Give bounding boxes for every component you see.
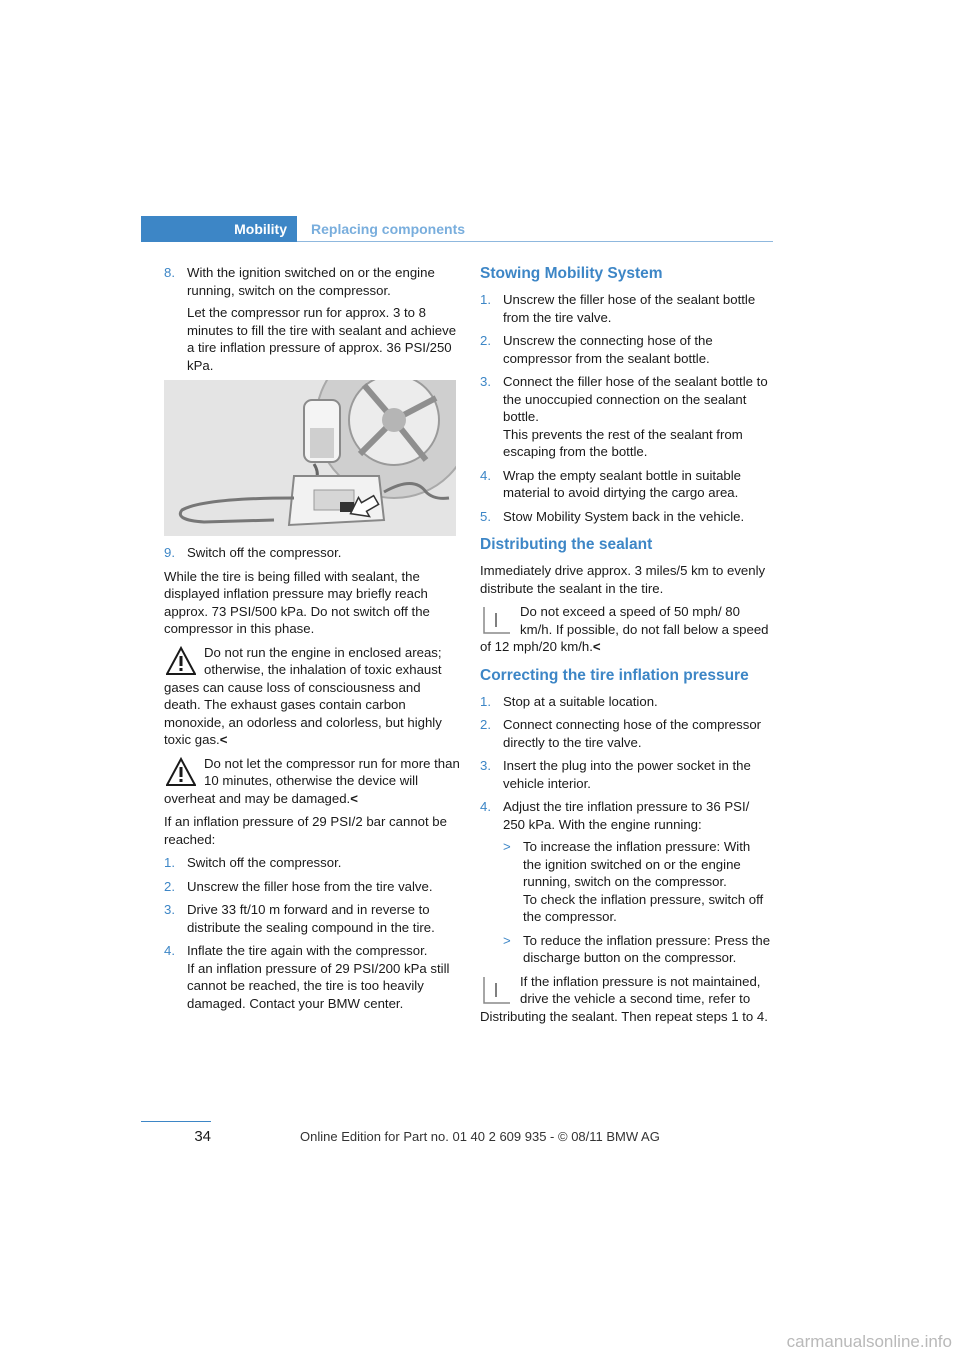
step-2 — [164, 878, 460, 896]
step-text: Insert the plug into the power socket in the vehicle interior. — [503, 758, 751, 791]
chapter-title: Mobility — [234, 221, 287, 237]
warning-icon — [166, 646, 196, 676]
step-text: Unscrew the filler hose of the sealant bottle from the tire valve. — [503, 292, 756, 325]
section-heading: Correcting the tire inflation pressure — [480, 666, 749, 684]
header-divider — [297, 241, 773, 242]
warning-icon — [166, 757, 196, 787]
step-number: 1. — [164, 855, 175, 870]
step-text: Switch off the compressor. — [187, 855, 342, 870]
step-number: 2. — [480, 717, 491, 732]
step-2 — [480, 716, 772, 751]
step-1 — [480, 291, 772, 326]
warning-note — [164, 644, 460, 749]
step-4 — [164, 942, 460, 1012]
note-text: If the inflation pressure is not maintained, drive the vehicle a second time, refer to Distributing the sealant. Then repeat steps 1 to 4. — [480, 973, 768, 1024]
step-text: Wrap the empty sealant bottle in suitable material to avoid dirtying the cargo area. — [503, 467, 741, 500]
step-4 — [480, 798, 772, 967]
step-text: Stow Mobility System back in the vehicle. — [503, 508, 745, 524]
paragraph: If an inflation pressure of 29 PSI/2 bar cannot be reached: — [164, 814, 447, 847]
note-text: Do not exceed a speed of 50 mph/ 80 km/h. If possible, do not fall below a speed of 12 mph/20 km/h. — [480, 604, 769, 654]
step-number: 3. — [480, 758, 491, 773]
sub-marker: > — [503, 839, 511, 854]
warning-note — [164, 755, 460, 808]
step-detail: This prevents the rest of the sealant from escaping from the bottle. — [503, 426, 743, 459]
info-note — [480, 603, 772, 656]
step-3 — [164, 901, 460, 936]
warning-text: Do not let the compressor run for more than 10 minutes, otherwise the device will overheat and may be damaged. — [164, 755, 460, 806]
sub-detail: To check the inflation pressure, switch off the compressor. — [523, 891, 764, 924]
end-mark: < — [592, 639, 601, 654]
step-number: 4. — [480, 467, 491, 483]
step-number: 9. — [164, 545, 175, 560]
step-number: 8. — [164, 265, 175, 280]
end-mark: < — [350, 790, 358, 806]
step-text: Switch off the compressor. — [187, 545, 342, 560]
sub-text: To reduce the inflation pressure: Press the discharge button on the compressor. — [523, 932, 771, 965]
end-mark: < — [219, 732, 228, 747]
step-detail: Let the compressor run for approx. 3 to 8 minutes to fill the tire with sealant and achieve a tire inflation pressure of approx. 36 PSI/250 kPa. — [187, 305, 457, 373]
sub-item — [503, 838, 772, 926]
step-number: 3. — [480, 374, 491, 389]
left-column — [164, 264, 460, 1018]
step-9 — [164, 544, 460, 562]
sub-item — [503, 932, 772, 967]
note-icon — [482, 605, 512, 635]
step-text: Drive 33 ft/10 m forward and in reverse to distribute the sealing compound in the tire. — [187, 902, 435, 935]
step-number: 4. — [480, 799, 491, 814]
step-text: Unscrew the connecting hose of the compressor from the sealant bottle. — [503, 333, 713, 366]
step-detail: If an inflation pressure of 29 PSI/200 kPa still cannot be reached, the tire is too heavily damaged. Contact your BMW center. — [187, 960, 450, 1011]
page-header — [141, 216, 773, 242]
step-5 — [480, 508, 772, 526]
step-number: 4. — [164, 943, 175, 958]
step-3 — [480, 757, 772, 792]
step-text: With the ignition switched on or the engine running, switch on the compressor. — [187, 265, 435, 298]
step-text: Inflate the tire again with the compressor. — [187, 943, 428, 958]
step-3 — [480, 373, 772, 461]
step-number: 3. — [164, 902, 175, 917]
step-2 — [480, 332, 772, 367]
chapter-tab — [141, 216, 297, 242]
step-8 — [164, 264, 460, 374]
step-1 — [480, 693, 772, 711]
step-text: Connect the filler hose of the sealant bottle to the unoccupied connection on the sealant bottle. — [503, 374, 768, 424]
compressor-photo — [164, 380, 456, 536]
step-text: Unscrew the filler hose from the tire valve. — [187, 878, 433, 894]
step-text: Stop at a suitable location. — [503, 693, 658, 709]
section-title: Replacing components — [311, 221, 466, 237]
step-number: 1. — [480, 693, 491, 709]
section-heading: Distributing the sealant — [480, 536, 653, 553]
footer-divider — [141, 1121, 211, 1122]
watermark: carmanualsonline.info — [786, 1332, 952, 1351]
step-4 — [480, 467, 772, 502]
step-number: 5. — [480, 508, 491, 524]
right-column — [480, 264, 772, 1031]
info-note — [480, 973, 772, 1026]
sub-marker: > — [503, 932, 511, 948]
warning-text: Do not run the engine in enclosed areas; otherwise, the inhalation of toxic exhaust gases can cause loss of consciousness and death. The exhaust gases contain carbon monoxide, an odorless and colorless, but highly toxic gas. — [164, 644, 442, 747]
step-number: 2. — [164, 878, 175, 894]
step-text: Adjust the tire inflation pressure to 36 PSI/ 250 kPa. With the engine running: — [503, 799, 750, 832]
step-number: 1. — [480, 292, 491, 307]
page-number: 34 — [194, 1128, 211, 1145]
note-icon — [482, 975, 512, 1005]
step-text: Connect connecting hose of the compressor directly to the tire valve. — [503, 717, 762, 750]
step-1 — [164, 854, 460, 872]
section-heading: Stowing Mobility System — [480, 265, 663, 282]
paragraph: Immediately drive approx. 3 miles/5 km to evenly distribute the sealant in the tire. — [480, 563, 766, 596]
paragraph: While the tire is being filled with sealant, the displayed inflation pressure may briefly reach approx. 73 PSI/500 kPa. Do not switch off the compressor in this phase. — [164, 568, 430, 636]
edition-text: Online Edition for Part no. 01 40 2 609 935 - © 08/11 BMW AG — [300, 1129, 660, 1144]
sub-text: To increase the inflation pressure: With the ignition switched on or the engine running, switch on the compressor. — [523, 839, 751, 889]
step-number: 2. — [480, 333, 491, 348]
